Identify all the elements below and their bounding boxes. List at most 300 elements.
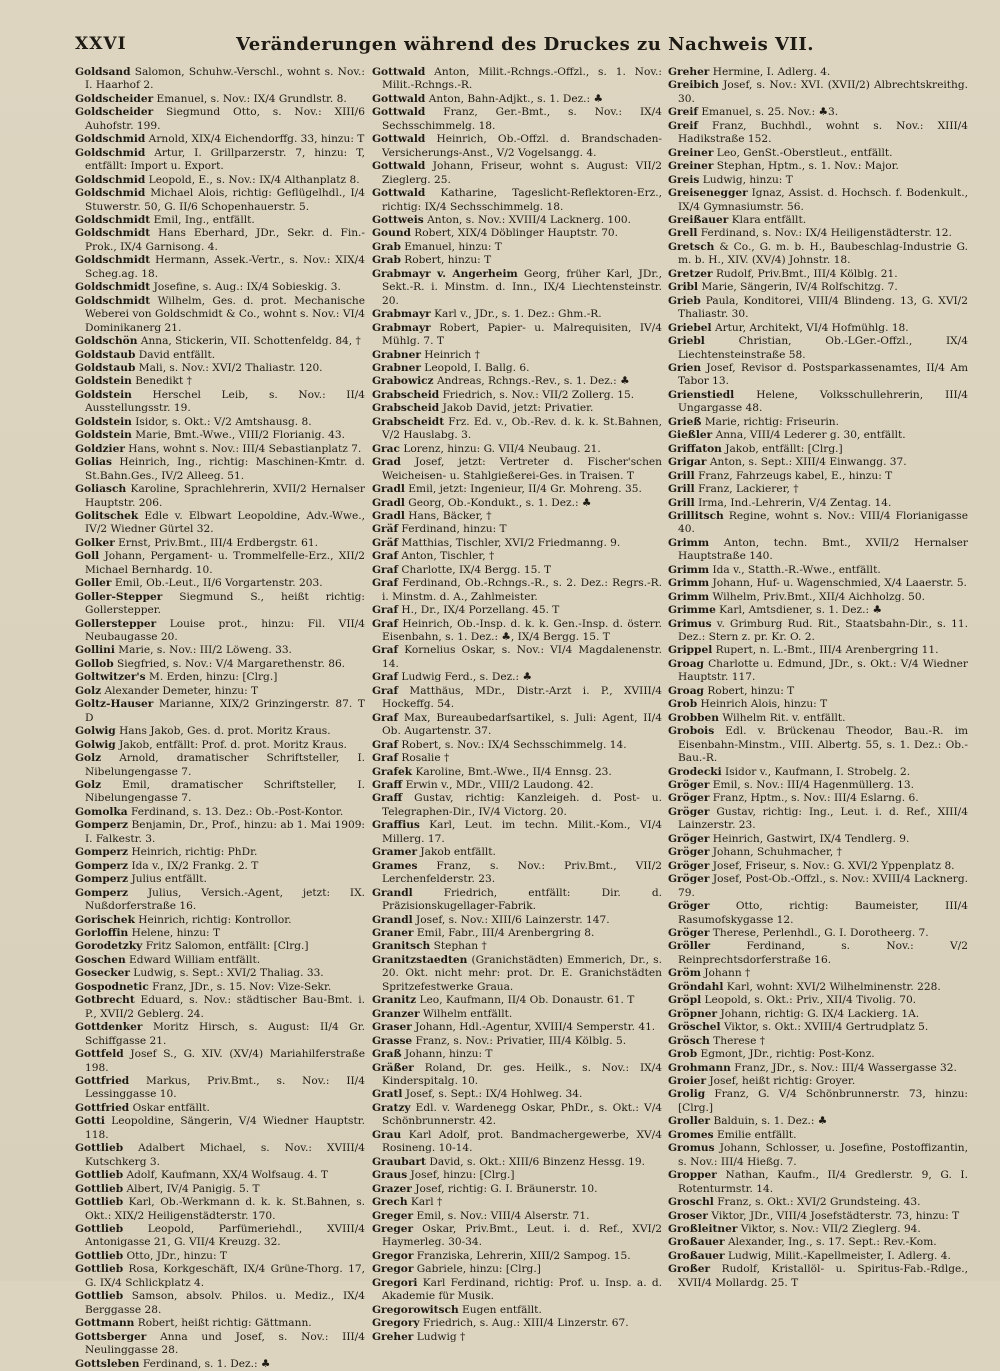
entry-details: Franz, Hptm., s. Nov.: III/4 Eslarng. 6. [709, 792, 919, 805]
directory-entry [668, 900, 968, 927]
entry-surname: Grabscheid [372, 388, 440, 401]
entry-surname: Gomolka [75, 805, 128, 818]
entry-surname: Grill [668, 469, 695, 482]
entry-details: Ludwig, hinzu: T [699, 173, 793, 186]
directory-entry [668, 443, 968, 456]
entry-surname: Groser [668, 1209, 708, 1222]
entry-surname: Golker [75, 536, 115, 549]
directory-entry [75, 335, 365, 348]
directory-entry [372, 618, 662, 645]
entry-details: Friedrich, s. Nov.: VII/2 Zollerg. 15. [439, 388, 635, 401]
entry-details: Karoline, Bmt.-Wwe., II/4 Ennsg. 23. [412, 765, 612, 778]
directory-entry [75, 106, 365, 133]
entry-details: Anna und Josef, s. Nov.: III/4 Neulinggasse 28. [85, 1330, 365, 1357]
directory-entry [75, 887, 365, 914]
entry-details: Robert, hinzu: T [703, 684, 795, 697]
directory-entry [75, 994, 365, 1021]
entry-surname: Grac [372, 442, 400, 455]
directory-entry [372, 160, 662, 187]
entry-surname: Grabscheidt [372, 415, 445, 428]
entry-surname: Gröger [668, 873, 710, 886]
entry-details: Jakob, entfällt: Prof. d. prot. Moritz Kraus. [115, 738, 347, 751]
directory-entry [668, 1210, 968, 1223]
entry-surname: Griffaton [668, 442, 722, 455]
entry-details: Gustav, richtig: Ing., Leut. i. d. Ref., XIII/4 Lainzerstr. 23. [678, 805, 968, 832]
directory-entry [372, 537, 662, 550]
entry-details: Josef S., G. XIV. (XV/4) Mariahilferstraße 198. [85, 1048, 365, 1074]
entry-surname: Greißauer [668, 213, 729, 226]
directory-entry [75, 846, 365, 859]
entry-details: Heinrich, richtig: PhDr. [128, 846, 258, 859]
directory-entry [372, 1035, 662, 1048]
entry-details: Leopold, s. Okt.: Priv., XII/4 Tivolig. 70. [701, 994, 917, 1007]
entry-surname: Golz [75, 779, 102, 792]
entry-details: Ludwig, Milit.-Kapellmeister, I. Adlerg. 4. [724, 1249, 951, 1262]
entry-surname: Graf [372, 738, 399, 751]
directory-entry [75, 1169, 365, 1182]
entry-details: Anna, Stickerin, VII. Schottenfeldg. 84, † [137, 335, 361, 348]
entry-details: Friedrich, entfällt: Dir. d. Präzisionskugellager-Fabrik. [382, 886, 662, 913]
entry-surname: Grieß [668, 415, 702, 428]
entry-details: Benedikt † [131, 375, 192, 388]
entry-details: Edle v. Elbwart Leopoldine, Adv.-Wwe., IV/2 Wiedner Gürtel 32. [85, 509, 365, 536]
entry-surname: Groier [668, 1074, 707, 1087]
directory-entry [372, 752, 662, 765]
directory-entry [372, 792, 662, 819]
entry-surname: Gorodetzky [75, 940, 143, 953]
entry-surname: Gottlieb [75, 1196, 124, 1209]
entry-surname: Gollob [75, 657, 114, 670]
entry-details: Robert, hinzu: T [400, 254, 492, 267]
entry-surname: Grob [668, 698, 698, 711]
entry-details: Franz, JDr., s. Nov.: III/4 Wassergasse 32. [730, 1061, 957, 1074]
entry-surname: Golz [75, 684, 102, 697]
entry-surname: Gorloffin [75, 927, 129, 939]
directory-entry [668, 792, 968, 805]
entry-details: Wilhelm, Priv.Bmt., XII/4 Aichholzg. 50. [709, 590, 925, 603]
entry-details: Charlotte, IX/4 Bergg. 15. T [398, 563, 552, 576]
directory-entry [372, 254, 662, 267]
entry-surname: Gratzy [372, 1101, 411, 1114]
entry-details: Herschel Leib, s. Nov.: II/4 Ausstellungsstr. 19. [85, 388, 365, 415]
directory-entry [668, 860, 968, 873]
entry-surname: Grill [668, 496, 695, 509]
entry-surname: Greiner [668, 160, 714, 173]
directory-entry [75, 214, 365, 227]
entry-surname: Graf [372, 644, 399, 657]
entry-details: Heinrich † [420, 348, 480, 361]
entry-details: Wilhelm Rit. v. entfällt. [718, 711, 846, 724]
entry-details: Karl, Amtsdiener, s. 1. Dez.: ♣ [715, 604, 882, 617]
entry-details: Ferdinand, s. 13. Dez.: Ob.-Post-Kontor. [127, 805, 344, 818]
directory-entry [668, 806, 968, 833]
entry-details: Hermine, I. Adlerg. 4. [709, 66, 831, 78]
directory-entry [668, 940, 968, 967]
entry-surname: Gradl [372, 509, 405, 522]
directory-entry [75, 1250, 365, 1263]
entry-surname: Goldschmid [75, 133, 146, 146]
directory-entry [75, 927, 365, 940]
entry-details: Eduard, s. Nov.: städtischer Bau-Bmt. i. P., XVII/2 Geblerg. 24. [85, 994, 365, 1020]
directory-entry [372, 402, 662, 415]
entry-details: Rosalie † [398, 752, 450, 765]
entry-surname: Graf [372, 711, 399, 724]
entry-details: (Granichstädten) Emmerich, Dr., s. 20. Okt. nicht mehr: prot. Dr. E. Granichstädten Spritzefestwerke Graua. [382, 953, 662, 993]
entry-surname: Grobben [668, 711, 719, 724]
directory-entry [372, 268, 662, 308]
entry-details: Therese, Perlenhdl., G. I. Dorotheerg. 7. [709, 927, 929, 939]
directory-entry [668, 281, 968, 294]
entry-surname: Gradl [372, 496, 405, 509]
directory-entry [372, 322, 662, 349]
entry-surname: Gottwald [372, 106, 426, 119]
entry-details: Stephan † [430, 940, 487, 953]
entry-surname: Golwig [75, 738, 116, 751]
entry-surname: Grabmayr [372, 321, 431, 334]
entry-details: Ignaz, Assist. d. Hochsch. f. Bodenkult., IX/4 Gymnasiumstr. 56. [678, 187, 968, 213]
entry-details: Karoline, Sprachlehrerin, XVII/2 Hernalser Hauptstr. 206. [85, 483, 365, 509]
directory-entry [372, 1277, 662, 1304]
entry-details: Julius entfällt. [128, 873, 207, 886]
entry-surname: Grazer [372, 1182, 412, 1195]
directory-entry [668, 1062, 968, 1075]
entry-details: Wilhelm entfällt. [419, 1007, 513, 1020]
entry-details: Regine, wohnt s. Nov.: VIII/4 Florianigasse 40. [678, 509, 968, 536]
entry-surname: Grob [668, 1048, 698, 1061]
directory-entry [75, 618, 365, 645]
entry-details: Georg, früher Karl, JDr., Sekt.-R. i. Minstm. d. Inn., IX/4 Liechtensteinstr. 20. [382, 267, 662, 307]
entry-details: Anton, Tischler, † [398, 550, 495, 563]
entry-surname: Goltz-Hauser [75, 698, 154, 711]
entry-details: Franz, Buchhdl., wohnt s. Nov.: XIII/4 Hadikstraße 152. [678, 119, 968, 146]
directory-entry [372, 1129, 662, 1156]
entry-surname: Gotbrecht [75, 994, 135, 1007]
entry-details: Jakob, entfällt: [Clrg.] [721, 442, 843, 455]
directory-entry [668, 1115, 968, 1128]
entry-surname: Gratl [372, 1088, 403, 1101]
directory-entry [372, 133, 662, 160]
directory-entry [75, 860, 365, 873]
entry-details: Gabriele, hinzu: [Clrg.] [413, 1263, 541, 1276]
directory-entry [372, 685, 662, 712]
entry-surname: Grien [668, 361, 702, 374]
directory-entry [372, 1250, 662, 1263]
entry-details: Johann, Friseur, wohnt s. August: VII/2 Zieglerg. 25. [382, 160, 662, 186]
directory-entry [75, 254, 365, 281]
entry-details: Roland, Dr. ges. Heilk., s. Nov.: IX/4 Kinderspitalg. 10. [382, 1061, 662, 1087]
directory-entry [75, 1290, 365, 1317]
directory-entry [372, 523, 662, 536]
entry-details: Anna, VIII/4 Lederer g. 30, entfällt. [712, 429, 906, 442]
entry-details: David, s. Okt.: XIII/6 Binzenz Hessg. 19. [425, 1155, 645, 1168]
entry-details: Jakob entfällt. [417, 846, 496, 859]
directory-entry [75, 806, 365, 819]
entry-details: Franz, s. Okt.: XVI/2 Grundsteing. 43. [713, 1196, 921, 1209]
entry-surname: Granzer [372, 1007, 420, 1020]
entry-details: Michael Alois, richtig: Geflügelhdl., I/4 Stuwerstr. 50, G. II/6 Schopenhauerstr. 5. [85, 187, 365, 213]
entry-details: Hans Eberhard, JDr., Sekr. d. Fin.-Prok., IX/4 Garnisong. 4. [85, 227, 365, 253]
entry-surname: Grandl [372, 913, 413, 926]
entry-surname: Grippel [668, 644, 713, 657]
entry-details: Arnold, XIX/4 Eichendorffg. 33, hinzu: T [145, 133, 365, 146]
entry-details: Franziska, Lehrerin, XIII/2 Sampog. 15. [413, 1249, 631, 1262]
entry-details: Balduin, s. 1. Dez.: ♣ [710, 1115, 828, 1128]
entry-details: Leopold, Parfümeriehdl., XVIII/4 Antonigasse 21, G. VII/4 Kreuzg. 32. [85, 1222, 365, 1249]
directory-entry [668, 577, 968, 590]
directory-entry [372, 819, 662, 846]
entry-details: Edward William entfällt. [125, 953, 261, 966]
directory-entry [75, 295, 365, 335]
directory-entry [668, 241, 968, 268]
entry-surname: Goldscheider [75, 106, 154, 119]
directory-entry [372, 416, 662, 443]
entry-surname: Gottsleben [75, 1357, 140, 1370]
entry-surname: Goldscheider [75, 92, 154, 105]
entry-details: Anton, Bahn-Adjkt., s. 1. Dez.: ♣ [425, 92, 603, 105]
entry-surname: Goldschmidt [75, 294, 151, 307]
entry-surname: Grabowicz [372, 375, 434, 388]
entry-surname: Gollini [75, 644, 115, 657]
entry-details: Viktor, s. Okt.: XVIII/4 Gertrudplatz 5. [720, 1021, 929, 1034]
page-header [75, 34, 975, 60]
entry-surname: Großauer [668, 1236, 725, 1249]
entry-details: Johann, Huf- u. Wagenschmied, X/4 Laaerstr. 5. [709, 577, 967, 590]
directory-entry [75, 349, 365, 362]
entry-details: Matthias, Tischler, XVI/2 Friedmanng. 9. [398, 536, 621, 549]
entry-details: Leo, Kaufmann, II/4 Ob. Donaustr. 61. T [416, 994, 635, 1007]
directory-entry [668, 66, 968, 79]
directory-entry [668, 1088, 968, 1115]
directory-entry [372, 712, 662, 739]
entry-details: Kornelius Oskar, s. Nov.: VI/4 Magdalenenstr. 14. [382, 644, 662, 670]
entry-details: Ferdinand, s. Nov.: V/2 Reinprechtsdorferstraße 16. [678, 940, 968, 966]
directory-entry [372, 550, 662, 563]
entry-details: Paula, Konditorei, VIII/4 Blindeng. 13, G. XVI/2 Thaliastr. 30. [678, 294, 968, 321]
entry-details: Karl, wohnt: XVI/2 Wilhelminenstr. 228. [723, 980, 941, 993]
entry-surname: Gräßer [372, 1061, 414, 1074]
entry-surname: Grasse [372, 1034, 413, 1047]
directory-entry [75, 1263, 365, 1290]
directory-entry [75, 281, 365, 294]
entry-details: Andreas, Rchngs.-Rev., s. 1. Dez.: ♣ [433, 375, 630, 388]
entry-surname: Greif [668, 106, 698, 119]
directory-entry [75, 550, 365, 577]
directory-entry [372, 1263, 662, 1276]
directory-entry [372, 954, 662, 994]
entry-details: Johann, Hdl.-Agentur, XVIII/4 Semperstr. 41. [411, 1021, 656, 1034]
entry-surname: Grodecki [668, 765, 722, 778]
entry-details: Louise prot., hinzu: Fil. VII/4 Neubaugasse 20. [85, 617, 365, 644]
directory-entry [75, 133, 365, 146]
entry-details: Ludwig † [413, 1330, 466, 1343]
directory-entry [75, 429, 365, 442]
entry-surname: Grösch [668, 1034, 710, 1047]
directory-entry [372, 1317, 662, 1330]
entry-details: Ludwig Ferd., s. Dez.: ♣ [398, 671, 532, 684]
directory-entry [372, 1008, 662, 1021]
entry-details: Fritz Salomon, entfällt: [Clrg.] [142, 940, 309, 953]
entry-surname: Gottfried [75, 1101, 130, 1114]
entry-details: Charlotte u. Edmund, JDr., s. Okt.: V/4 Wiedner Hauptstr. 117. [678, 657, 968, 684]
entry-details: Ferdinand, Ob.-Rchngs.-R., s. 2. Dez.: Regrs.-R. i. Minstm. d. A., Zahlmeister. [382, 577, 662, 603]
directory-entry [668, 120, 968, 147]
entry-surname: Grames [372, 859, 418, 872]
directory-entry [372, 1331, 662, 1344]
entry-surname: Goliasch [75, 483, 127, 496]
directory-entry [668, 981, 968, 994]
entry-details: Samson, absolv. Philos. u. Mediz., IX/4 Berggasse 28. [85, 1290, 365, 1316]
entry-surname: Grimm [668, 536, 710, 549]
entry-surname: Gomperz [75, 859, 129, 872]
directory-entry [668, 712, 968, 725]
directory-entry [75, 1075, 365, 1102]
directory-entry [75, 483, 365, 510]
entry-surname: Graner [372, 927, 414, 939]
entry-details: Emil, Fabr., III/4 Arenbergring 8. [413, 927, 595, 939]
entry-details: Heinrich, Ob.-Offzl. d. Brandschaden-Versicherungs-Anst., V/2 Vogelsangg. 4. [382, 133, 662, 159]
entry-details: Rosa, Korkgeschäft, IX/4 Grüne-Thorg. 17, G. IX/4 Schlickplatz 4. [85, 1263, 365, 1289]
entry-details: Franz, Fahrzeugs kabel, E., hinzu: T [694, 469, 893, 482]
entry-surname: Gottwald [372, 160, 426, 173]
entry-details: Heinrich, richtig: Kontrollor. [134, 913, 292, 926]
entry-details: Ferdinand, hinzu: T [398, 523, 507, 536]
entry-details: Emilie entfällt. [713, 1128, 797, 1141]
entry-details: Alexander Demeter, hinzu: T [101, 684, 259, 697]
entry-details: Emanuel, s. Nov.: IX/4 Grundlstr. 8. [153, 92, 347, 105]
directory-entry [668, 725, 968, 765]
directory-entry [372, 739, 662, 752]
entry-surname: Gröger [668, 900, 710, 913]
entry-details: Ida v., IX/2 Frankg. 2. T [128, 859, 259, 872]
directory-entry [668, 389, 968, 416]
entry-details: Benjamin, Dr., Prof., hinzu: ab 1. Mai 1909: I. Falkestr. 3. [85, 819, 365, 845]
directory-entry [75, 1331, 365, 1358]
entry-details: Lorenz, hinzu: G. VII/4 Neubaug. 21. [399, 442, 601, 455]
directory-entry [372, 1088, 662, 1101]
directory-entry [668, 322, 968, 335]
entry-surname: Gottsberger [75, 1330, 147, 1343]
entry-details: Karl † [407, 1196, 443, 1209]
entry-details: Emil, Ing., entfällt. [150, 213, 255, 226]
directory-entry [372, 671, 662, 684]
directory-entry [668, 187, 968, 214]
directory-entry [668, 106, 968, 119]
entry-details: Robert, s. Nov.: IX/4 Sechsschimmelg. 14. [398, 738, 627, 751]
entry-surname: Gottwald [372, 187, 426, 200]
directory-entry [372, 927, 662, 940]
entry-surname: Gregory [372, 1317, 420, 1330]
entry-surname: Grabner [372, 361, 421, 374]
entry-surname: Grad [372, 456, 401, 469]
directory-entry [75, 1358, 365, 1371]
entry-surname: Goldschön [75, 335, 138, 348]
entry-details: Ida v., Statth.-R.-Wwe., entfällt. [709, 563, 881, 576]
entry-details: Viktor, JDr., VIII/4 Josefstädterstr. 73, hinzu: T [707, 1209, 960, 1222]
entry-surname: Groller [668, 1115, 711, 1128]
entry-details: Irma, Ind.-Lehrerin, V/4 Zentag. 14. [694, 496, 892, 509]
entry-details: Marie, Sängerin, IV/4 Rolfschitzg. 7. [698, 281, 898, 294]
directory-entry [372, 510, 662, 523]
entry-surname: Gromes [668, 1128, 714, 1141]
entry-details: Friedrich, s. Aug.: XIII/4 Linzerstr. 67. [419, 1317, 629, 1330]
entry-details: Karl, Leut. im techn. Milit.-Kom., VI/4 Millerg. 17. [382, 819, 662, 845]
entry-details: Marie, s. Nov.: III/2 Löweng. 33. [114, 644, 292, 657]
entry-details: Franz, s. Nov.: Privatier, III/4 Kölblg. 5. [412, 1034, 627, 1047]
directory-entry [668, 470, 968, 483]
entry-details: Leopold, I. Ballg. 6. [420, 361, 530, 374]
entry-details: Otto, richtig: Baumeister, III/4 Rasumofskygasse 12. [678, 900, 968, 926]
entry-surname: Grau [372, 1128, 402, 1141]
entry-details: Oskar entfällt. [129, 1101, 210, 1114]
directory-entry [75, 93, 365, 106]
directory-entry [372, 766, 662, 779]
directory-entry [75, 940, 365, 953]
entry-details: Anton, techn. Bmt., XVII/2 Hernalser Hauptstraße 140. [678, 536, 968, 563]
directory-entry [668, 1169, 968, 1196]
entry-details: Erwin v., MDr., VIII/2 Laudong. 42. [402, 779, 594, 792]
entry-surname: Gregor [372, 1263, 414, 1276]
directory-entry [372, 644, 662, 671]
entry-surname: Graf [372, 752, 399, 765]
directory-entry [75, 644, 365, 657]
entry-surname: Gottwald [372, 133, 426, 146]
entry-surname: Graf [372, 684, 399, 697]
directory-entry [372, 214, 662, 227]
entry-surname: Gretzer [668, 267, 713, 280]
directory-entry [372, 1196, 662, 1209]
entry-surname: Greiner [668, 146, 714, 159]
directory-entry [372, 349, 662, 362]
entry-details: Franz, Ger.-Bmt., s. Nov.: IX/4 Sechsschimmelg. 18. [382, 106, 662, 132]
entry-details: Isidor, s. Okt.: V/2 Amtshausg. 8. [131, 415, 312, 428]
entry-details: Hans, Bäcker, † [404, 509, 492, 522]
directory-entry [75, 779, 365, 806]
entry-details: Alexander, Ing., s. 17. Sept.: Rev.-Kom. [724, 1236, 937, 1249]
entry-details: Egmont, JDr., richtig: Post-Konz. [697, 1048, 875, 1061]
directory-entry [668, 79, 968, 106]
entry-details: Anton, s. Nov.: XVIII/4 Lacknerg. 100. [423, 213, 632, 226]
entry-surname: Gosecker [75, 967, 130, 980]
entry-details: Helene, hinzu: T [128, 927, 221, 939]
directory-entry [75, 537, 365, 550]
directory-entry [372, 389, 662, 402]
entry-details: Siegfried, s. Nov.: V/4 Margarethenstr. 86. [113, 657, 346, 670]
entry-surname: Großleitner [668, 1222, 738, 1235]
entry-details: Karl Ferdinand, richtig: Prof. u. Insp. a. d. Akademie für Musik. [382, 1276, 662, 1303]
entry-surname: Goldstein [75, 388, 132, 401]
entry-surname: Greibich [668, 79, 719, 92]
column-middle [372, 66, 662, 1343]
directory-entry [75, 66, 365, 93]
entry-details: Franz, JDr., s. 15. Nov: Vize-Sekr. [148, 980, 332, 993]
directory-entry [668, 429, 968, 442]
entry-details: Josefine, s. Aug.: IX/4 Sobieskig. 3. [150, 281, 341, 294]
entry-details: Siegmund Otto, s. Nov.: XIII/6 Auhofstr. 199. [85, 106, 365, 132]
entry-surname: Goldzier [75, 442, 125, 455]
entry-surname: Greis [668, 173, 700, 186]
entry-surname: Golitschek [75, 509, 139, 522]
directory-entry [75, 1196, 365, 1223]
entry-surname: Grafek [372, 765, 413, 778]
entry-details: Heinrich, Gastwirt, IX/4 Tendlerg. 9. [709, 832, 910, 845]
directory-entry [372, 241, 662, 254]
entry-surname: Gottlieb [75, 1142, 124, 1155]
entry-surname: Grill [668, 483, 695, 496]
entry-surname: Grillitsch [668, 509, 724, 522]
entry-details: Eugen entfällt. [458, 1303, 542, 1316]
entry-surname: Gottfried [75, 1074, 130, 1087]
directory-entry [372, 93, 662, 106]
